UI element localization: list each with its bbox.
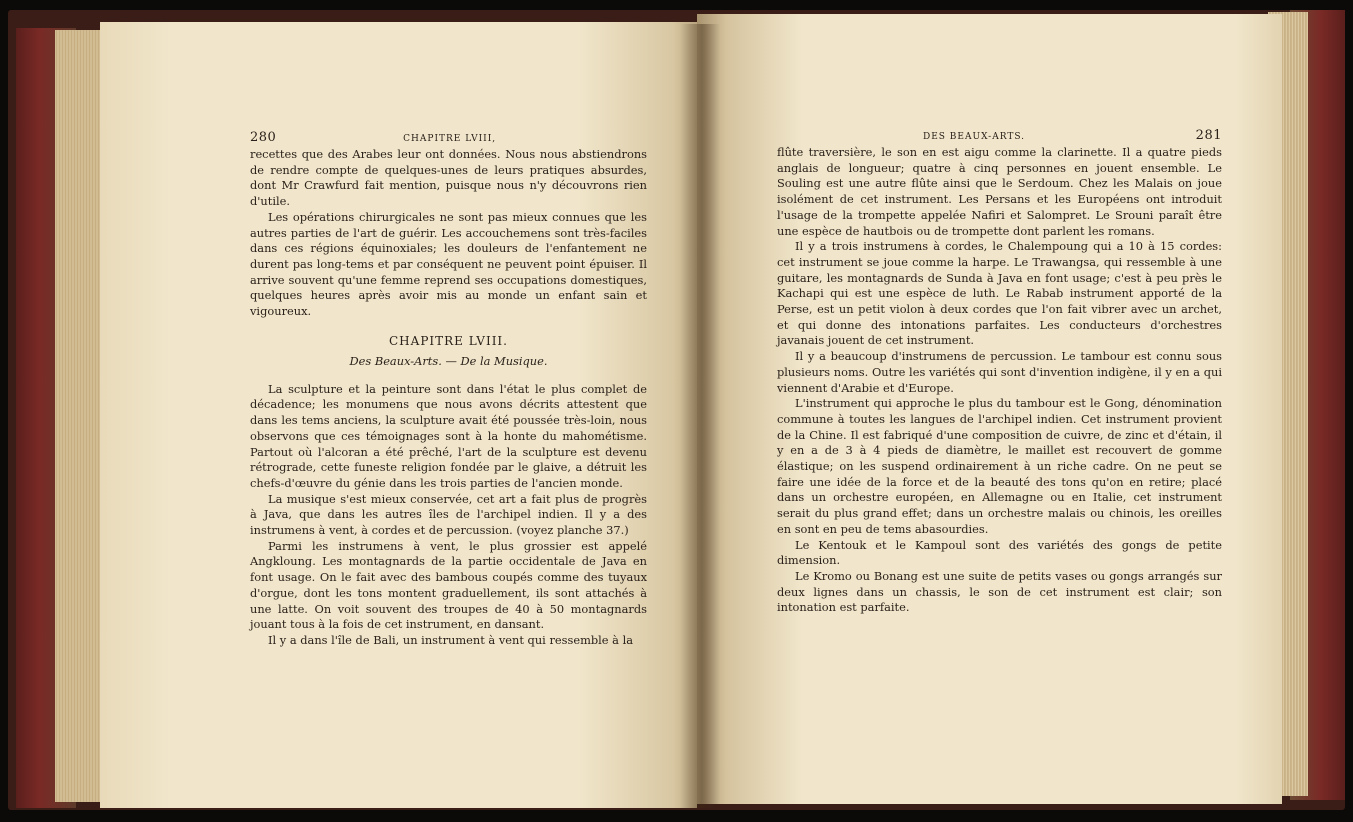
- paragraph: Le Kromo ou Bonang est une suite de petits vases ou gongs arrangés sur deux lignes dans un chassis, le son de cet instrument est clair; son intonation est parfaite.: [777, 568, 1222, 615]
- chapter-subtitle: Des Beaux-Arts. — De la Musique.: [349, 353, 548, 368]
- paragraph: recettes que des Arabes leur ont données. Nous nous abstiendrons de rendre compte de quelques-unes de leurs pratiques absurdes, dont Mr Crawfurd fait mention, puisque nous n'y découvrons rien d'utile.: [250, 147, 647, 209]
- left-page: [100, 22, 697, 808]
- book-gutter: [680, 24, 720, 808]
- paragraph: Il y a beaucoup d'instrumens de percussion. Le tambour est connu sous plusieurs noms. Outre les variétés qui sont d'invention indigène, il y en a qui viennent d'Arabie et d'Europe.: [777, 349, 1222, 395]
- paragraph: La musique s'est mieux conservée, cet art a fait plus de progrès à Java, que dans les autres îles de l'archipel indien. Il y a des instrumens à vent, à cordes et de percussion. (voyez planche 37.): [250, 491, 647, 538]
- right-running-head: [777, 128, 1222, 143]
- chapter-title: CHAPITRE LVIII.: [389, 333, 508, 348]
- paragraph: Parmi les instrumens à vent, le plus grossier est appelé Angkloung. Les montagnards de la partie occidentale de Java en font usage. On le fait avec des bambous coupés comme des tuyaux d'orgue, dont les tons montent graduellement, ils sont attachés à une latte. On voit souvent des troupes de 40 à 50 montagnards jouant tous à la fois de cet instrument, en dansant.: [250, 538, 647, 632]
- running-head-title-left: CHAPITRE LVIII,: [403, 134, 497, 144]
- paragraph: Les opérations chirurgicales ne sont pas mieux connues que les autres parties de l'art de guérir. Les accouchemens sont très-faciles dans ces régions équinoxiales; les douleurs de l'enfantement ne durent pas long-tems et par conséquent ne peuvent point épuiser. Il arrive souvent qu'une femme reprend ses occupations domestiques, quelques heures après avoir mis au monde un enfant sain et vigoureux.: [250, 209, 647, 319]
- paragraph: Le Kentouk et le Kampoul sont des variétés des gongs de petite dimension.: [777, 537, 1222, 568]
- running-head-title-right: DES BEAUX-ARTS.: [923, 132, 1026, 142]
- paragraph: La sculpture et la peinture sont dans l'état le plus complet de décadence; les monumens que nous avons décrits attestent que dans les tems anciens, la sculpture avait été poussée très-loin, nous observons que ces témoignages sont à la honte du mahométisme. Partout où l'alcoran a été prêché, l'art de la sculpture est devenu rétrograde, cette funeste religion fondée par le glaive, a détruit les chefs-d'œuvre du génie dans les trois parties de l'ancien monde.: [250, 381, 647, 490]
- page-number-left: 280: [250, 130, 277, 145]
- paragraph: Il y a trois instrumens à cordes, le Chalempoung qui a 10 à 15 cordes: cet instrument se joue comme la harpe. Le Trawangsa, qui ressemble à une guitare, les montagnards de Sunda à Java en font usage; c'est à peu près le Kachapi qui est une espèce de luth. Le Rabab instrument apporté de la Perse, est un petit violon à deux cordes que l'on fait vibrer avec un archet, et qui donne des intonations parfaites. Les conducteurs d'orchestres javanais jouent de cet instrument.: [777, 239, 1222, 348]
- paragraph: L'instrument qui approche le plus du tambour est le Gong, dénomination commune à toutes les langues de l'archipel indien. Cet instrument provient de la Chine. Il est fabriqué d'une composition de cuivre, de zinc et d'étain, il y en a de 3 à 4 pieds de diamètre, le maillet est recouvert de gomme élastique; on les suspend ordinairement à un riche cadre. On ne peut se faire une idée de la force et de la beauté des tons qu'on en retire; placé dans un orchestre européen, en Allemagne ou en Italie, cet instrument serait du plus grand effet; dans un orchestre malais ou chinois, les oreilles en sont en peu de tems abasourdies.: [777, 396, 1222, 536]
- paragraph: flûte traversière, le son en est aigu comme la clarinette. Il a quatre pieds anglais de longueur; quatre à cinq personnes en jouent ensemble. Le Souling est une autre flûte ainsi que le Serdoum. Chez les Malais on joue isolément de cet instrument. Les Persans et les Européens ont introduit l'usage de la trompette appelée Nafiri et Salompret. Le Srouni paraît être une espèce de hautbois ou de trompette dont parlent les romans.: [777, 145, 1222, 238]
- left-running-head: [250, 130, 647, 145]
- paragraph: Il y a dans l'île de Bali, un instrument à vent qui ressemble à la: [268, 632, 634, 647]
- page-number-right: 281: [1195, 128, 1222, 143]
- right-page: [697, 14, 1282, 804]
